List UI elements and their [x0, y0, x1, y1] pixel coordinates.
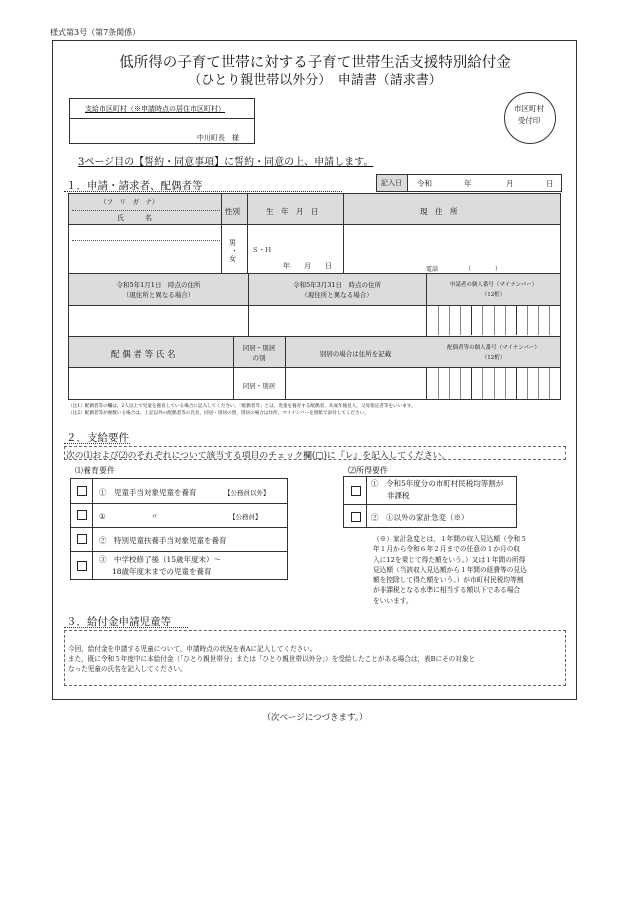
income-checkbox-1[interactable]: [351, 486, 361, 496]
digit-divider: [516, 306, 517, 335]
digit-divider: [449, 368, 450, 399]
digit-divider: [471, 306, 472, 335]
furigana-input[interactable]: [70, 225, 220, 239]
digit-divider: [482, 306, 483, 335]
rearing-title: ⑴養育要件: [75, 466, 115, 475]
entry-date-day: 日: [546, 179, 554, 188]
income-item-1: ① 令和5年度分の市町村民税均等割が: [371, 479, 504, 488]
addr-mar31-sub: （現住所と異なる場合）: [301, 291, 373, 299]
digit-divider: [460, 368, 461, 399]
digit-divider: [549, 368, 550, 399]
birth-ymd: 年 月 日: [283, 262, 332, 270]
rearing-checkbox-3[interactable]: [77, 534, 87, 544]
entry-date-year: 年: [464, 179, 472, 188]
entry-date-label: 記入日: [381, 179, 402, 187]
note-2: （注2）配偶者等が複数いる場合は，上記以外の配偶者等の氏名，同居・別居の別，別居の場合は住所，マイナンバーを別紙で添付してください。: [68, 411, 369, 416]
addr-jan1-label: 令和5年1月1日 時点の住所: [116, 281, 201, 289]
income-title: ⑵所得要件: [348, 466, 388, 475]
addr-jan1-input[interactable]: [70, 306, 247, 335]
phone-field[interactable]: 電話 （ ）: [426, 266, 502, 273]
address-box-label: 支給市区町村（※申請時点の居住市区町村）: [85, 105, 225, 113]
addr-jan1-sub: （現住所と異なる場合）: [122, 291, 195, 299]
income-note: （※）家計急変とは，１年間の収入見込額（令和５ 年１月から令和６年２月までの任意の１か月の収 入に12を乗じて得た額をいう。）又は１年間の所得 見込額（当該収入見込額から１年間の経費等の見込 額を控除して得た額をいう。）が市町村民税均等割 が非課税となる水準に相当する額以下である場合 をいいます。: [373, 535, 527, 605]
rearing-checkbox-4[interactable]: [77, 561, 87, 571]
digit-divider: [527, 306, 528, 335]
spouse-address-input[interactable]: [286, 368, 425, 399]
mayor-addressee: 中川町長 様: [197, 134, 239, 142]
mynumber-input[interactable]: [427, 306, 560, 335]
entry-date-month: 月: [506, 179, 514, 188]
separate-note: 別居の場合は住所を記載: [319, 350, 392, 358]
spouse-mynumber-input[interactable]: [427, 368, 560, 399]
current-address-input[interactable]: [344, 225, 560, 261]
rearing-item-3: ② 特別児童扶養手当対象児童を養育: [99, 536, 227, 545]
rearing-item-4-line2: 18歳年度末までの児童を養育: [112, 567, 212, 576]
form-title-line2: （ひとり親世帯以外分） 申請書（請求書）: [188, 73, 442, 88]
header-birthdate: 生 年 月 日: [266, 207, 319, 216]
applicant-name-input[interactable]: [70, 241, 220, 271]
digit-divider: [549, 306, 550, 335]
household-sub: の別: [252, 354, 266, 362]
rearing-item-1-tag: 【公務員以外】: [224, 489, 270, 497]
rearing-item-2: ① 〃: [99, 512, 159, 521]
spouse-name-label: 配 偶 者 等 氏 名: [111, 350, 176, 360]
addr-mar31-input[interactable]: [249, 306, 425, 335]
stamp-line1: 市区町村: [514, 104, 544, 113]
header-gender: 性別: [225, 207, 240, 216]
digit-divider: [482, 368, 483, 399]
entry-date-field[interactable]: [408, 175, 561, 191]
header-address: 現 住 所: [420, 207, 458, 216]
section1-heading: １．申請・請求者、配偶者等: [66, 180, 203, 192]
section2-heading: ２．支給要件: [66, 432, 129, 444]
digit-divider: [471, 368, 472, 399]
form-number: 様式第3号（第7条関係）: [50, 28, 141, 37]
addr-mar31-label: 令和5年3月31日 時点の住所: [292, 281, 382, 289]
rearing-checkbox-2[interactable]: [77, 510, 87, 520]
gender-male[interactable]: 男: [229, 239, 236, 247]
birth-era-options[interactable]: Ｓ・Ｈ: [252, 246, 272, 254]
digit-divider: [438, 368, 439, 399]
rearing-item-4: ③ 中学校修了後（15歳年度末）〜: [99, 555, 222, 564]
mynumber-sub: （12桁）: [481, 292, 506, 298]
gender-separator: ・: [231, 247, 238, 255]
digit-divider: [516, 368, 517, 399]
income-checkbox-2[interactable]: [351, 512, 361, 522]
rearing-item-2-tag: 【公務員】: [229, 513, 262, 521]
section3-text: 今回，給付金を申請する児童について，申請時点の状況を表Aに記入してください。 また，既に令和５年度中に本給付金（「ひとり親世帯分」または「ひとり親世帯以外分」）を受給したことがある場合は，表Bにその対象と なった児童の氏名を記入してください。: [68, 645, 476, 673]
digit-divider: [505, 306, 506, 335]
section3-heading: ３．給付金申請児童等: [66, 616, 171, 628]
entry-date-era: 令和: [417, 179, 432, 188]
digit-divider: [538, 306, 539, 335]
stamp-line2: 受付印: [517, 116, 541, 125]
header-furigana: （フ リ ガ ナ）: [100, 198, 159, 206]
digit-divider: [527, 368, 528, 399]
household-label: 同居・別居: [242, 344, 276, 352]
rearing-item-1: ① 児童手当対象児童を養育: [99, 488, 197, 497]
income-item-2: ② ①以外の家計急変（※）: [371, 513, 469, 522]
header-name: 氏 名: [117, 214, 152, 222]
mynumber-label: 申請者の個人番号（マイナンバー）: [449, 282, 538, 288]
form-title-line1: 低所得の子育て世帯に対する子育て世帯生活支援特別給付金: [119, 55, 511, 71]
agreement-note: 3ページ目の【誓約・同意事項】に誓約・同意の上、申請します。: [78, 157, 374, 168]
household-value[interactable]: 同居・別居: [242, 382, 276, 390]
digit-divider: [494, 368, 495, 399]
digit-divider: [538, 368, 539, 399]
note-1: （注1）配偶者等の欄は，2人以上で児童を養育している場合に記入してください。「配偶者等」とは，児童を養育する配偶者，未成年後見人，父母指定者等をいいます。: [68, 404, 416, 409]
digit-divider: [505, 368, 506, 399]
digit-divider: [460, 306, 461, 335]
spouse-mynumber-sub: （12桁）: [481, 355, 506, 361]
digit-divider: [494, 306, 495, 335]
spouse-mynumber-label: 配偶者等の個人番号（マイナンバー）: [447, 345, 540, 351]
gender-female[interactable]: 女: [229, 255, 236, 263]
spouse-name-input[interactable]: [70, 368, 232, 399]
digit-divider: [438, 306, 439, 335]
rearing-checkbox-1[interactable]: [77, 486, 87, 496]
continued-footer: （次ページにつづきます。）: [262, 713, 368, 723]
income-item-1-line2: 非課税: [387, 491, 410, 500]
section2-instruction: 次の⑴および⑵のそれぞれについて該当する項目のチェック欄(□)に『レ』を記入してください。: [66, 451, 451, 461]
digit-divider: [449, 306, 450, 335]
